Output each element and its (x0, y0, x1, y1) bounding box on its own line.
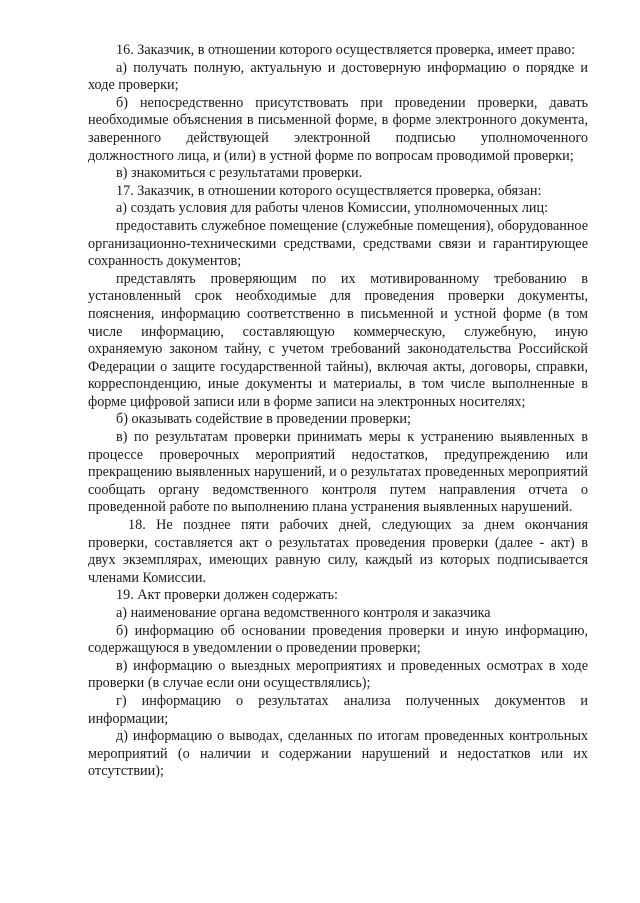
paragraph-17a-documents: представлять проверяющим по их мотивированному требованию в установленный срок необходимые для проведения проверки документы, пояснения, информацию соответственно в письменной и устной форме (в том числе информацию, составляющую коммерческую, служебную, иную охраняемую законом тайну, с учетом требований законодательства Российской Федерации о защите государственной тайны), включая акты, договоры, справки, корреспонденцию, иные документы и материалы, в том числе выполненные в форме цифровой записи или в форме записи на электронных носителях; (88, 270, 588, 410)
paragraph-19v: в) информацию о выездных мероприятиях и проведенных осмотрах в ходе проверки (в случае если они осуществлялись); (88, 657, 588, 692)
paragraph-16v: в) знакомиться с результатами проверки. (116, 165, 363, 182)
paragraph-16: 16. Заказчик, в отношении которого осуществляется проверка, имеет право: (116, 42, 576, 58)
paragraph-19: 19. Акт проверки должен содержать: (116, 587, 338, 604)
paragraph-17v: в) по результатам проверки принимать меры к устранению выявленных в процессе проверочных мероприятий недостатков, предупреждению или прекращению выявленных нарушений, и о результатах проведенных мероприятий сообщать органу ведомственного контроля путем направления отчета о проведенной работе по выполнению плана устранения выявленных нарушений. (88, 429, 588, 516)
paragraph-17a: а) создать условия для работы членов Комиссии, уполномоченных лиц: (116, 200, 549, 217)
paragraph-19g: г) информацию о результатах анализа полученных документов и информации; (88, 692, 588, 727)
paragraph-17a-premises: предоставить служебное помещение (служебные помещения), оборудованное организационно-техническими средствами, средствами связи и гарантирующее сохранность документов; (88, 217, 588, 270)
paragraph-19d: д) информацию о выводах, сделанных по итогам проведенных контрольных мероприятий (о наличии и содержании нарушений и недостатков или их отсутствии); (88, 728, 588, 780)
document-page (88, 42, 588, 781)
paragraph-17b: б) оказывать содействие в проведении проверки; (116, 411, 411, 428)
paragraph-18: 18. Не позднее пяти рабочих дней, следующих за днем окончания проверки, составляется акт о результатах проведения проверки (далее - акт) в двух экземплярах, имеющих равную силу, каждый из которых подписывается членами Комиссии. (88, 517, 588, 586)
paragraph-17: 17. Заказчик, в отношении которого осуществляется проверка, обязан: (116, 182, 542, 199)
paragraph-19b: б) информацию об основании проведения проверки и иную информацию, содержащуюся в уведомлении о проведении проверки; (88, 622, 588, 657)
paragraph-16a: а) получать полную, актуальную и достоверную информацию о порядке и ходе проверки; (88, 59, 588, 94)
paragraph-19a: а) наименование органа ведомственного контроля и заказчика (116, 605, 491, 621)
paragraph-16b: б) непосредственно присутствовать при проведении проверки, давать необходимые объяснения в письменной форме, в форме электронного документа, заверенного действующей электронной подписью уполномоченного должностного лица, и (или) в устной форме по вопросам проводимой проверки; (88, 94, 588, 164)
